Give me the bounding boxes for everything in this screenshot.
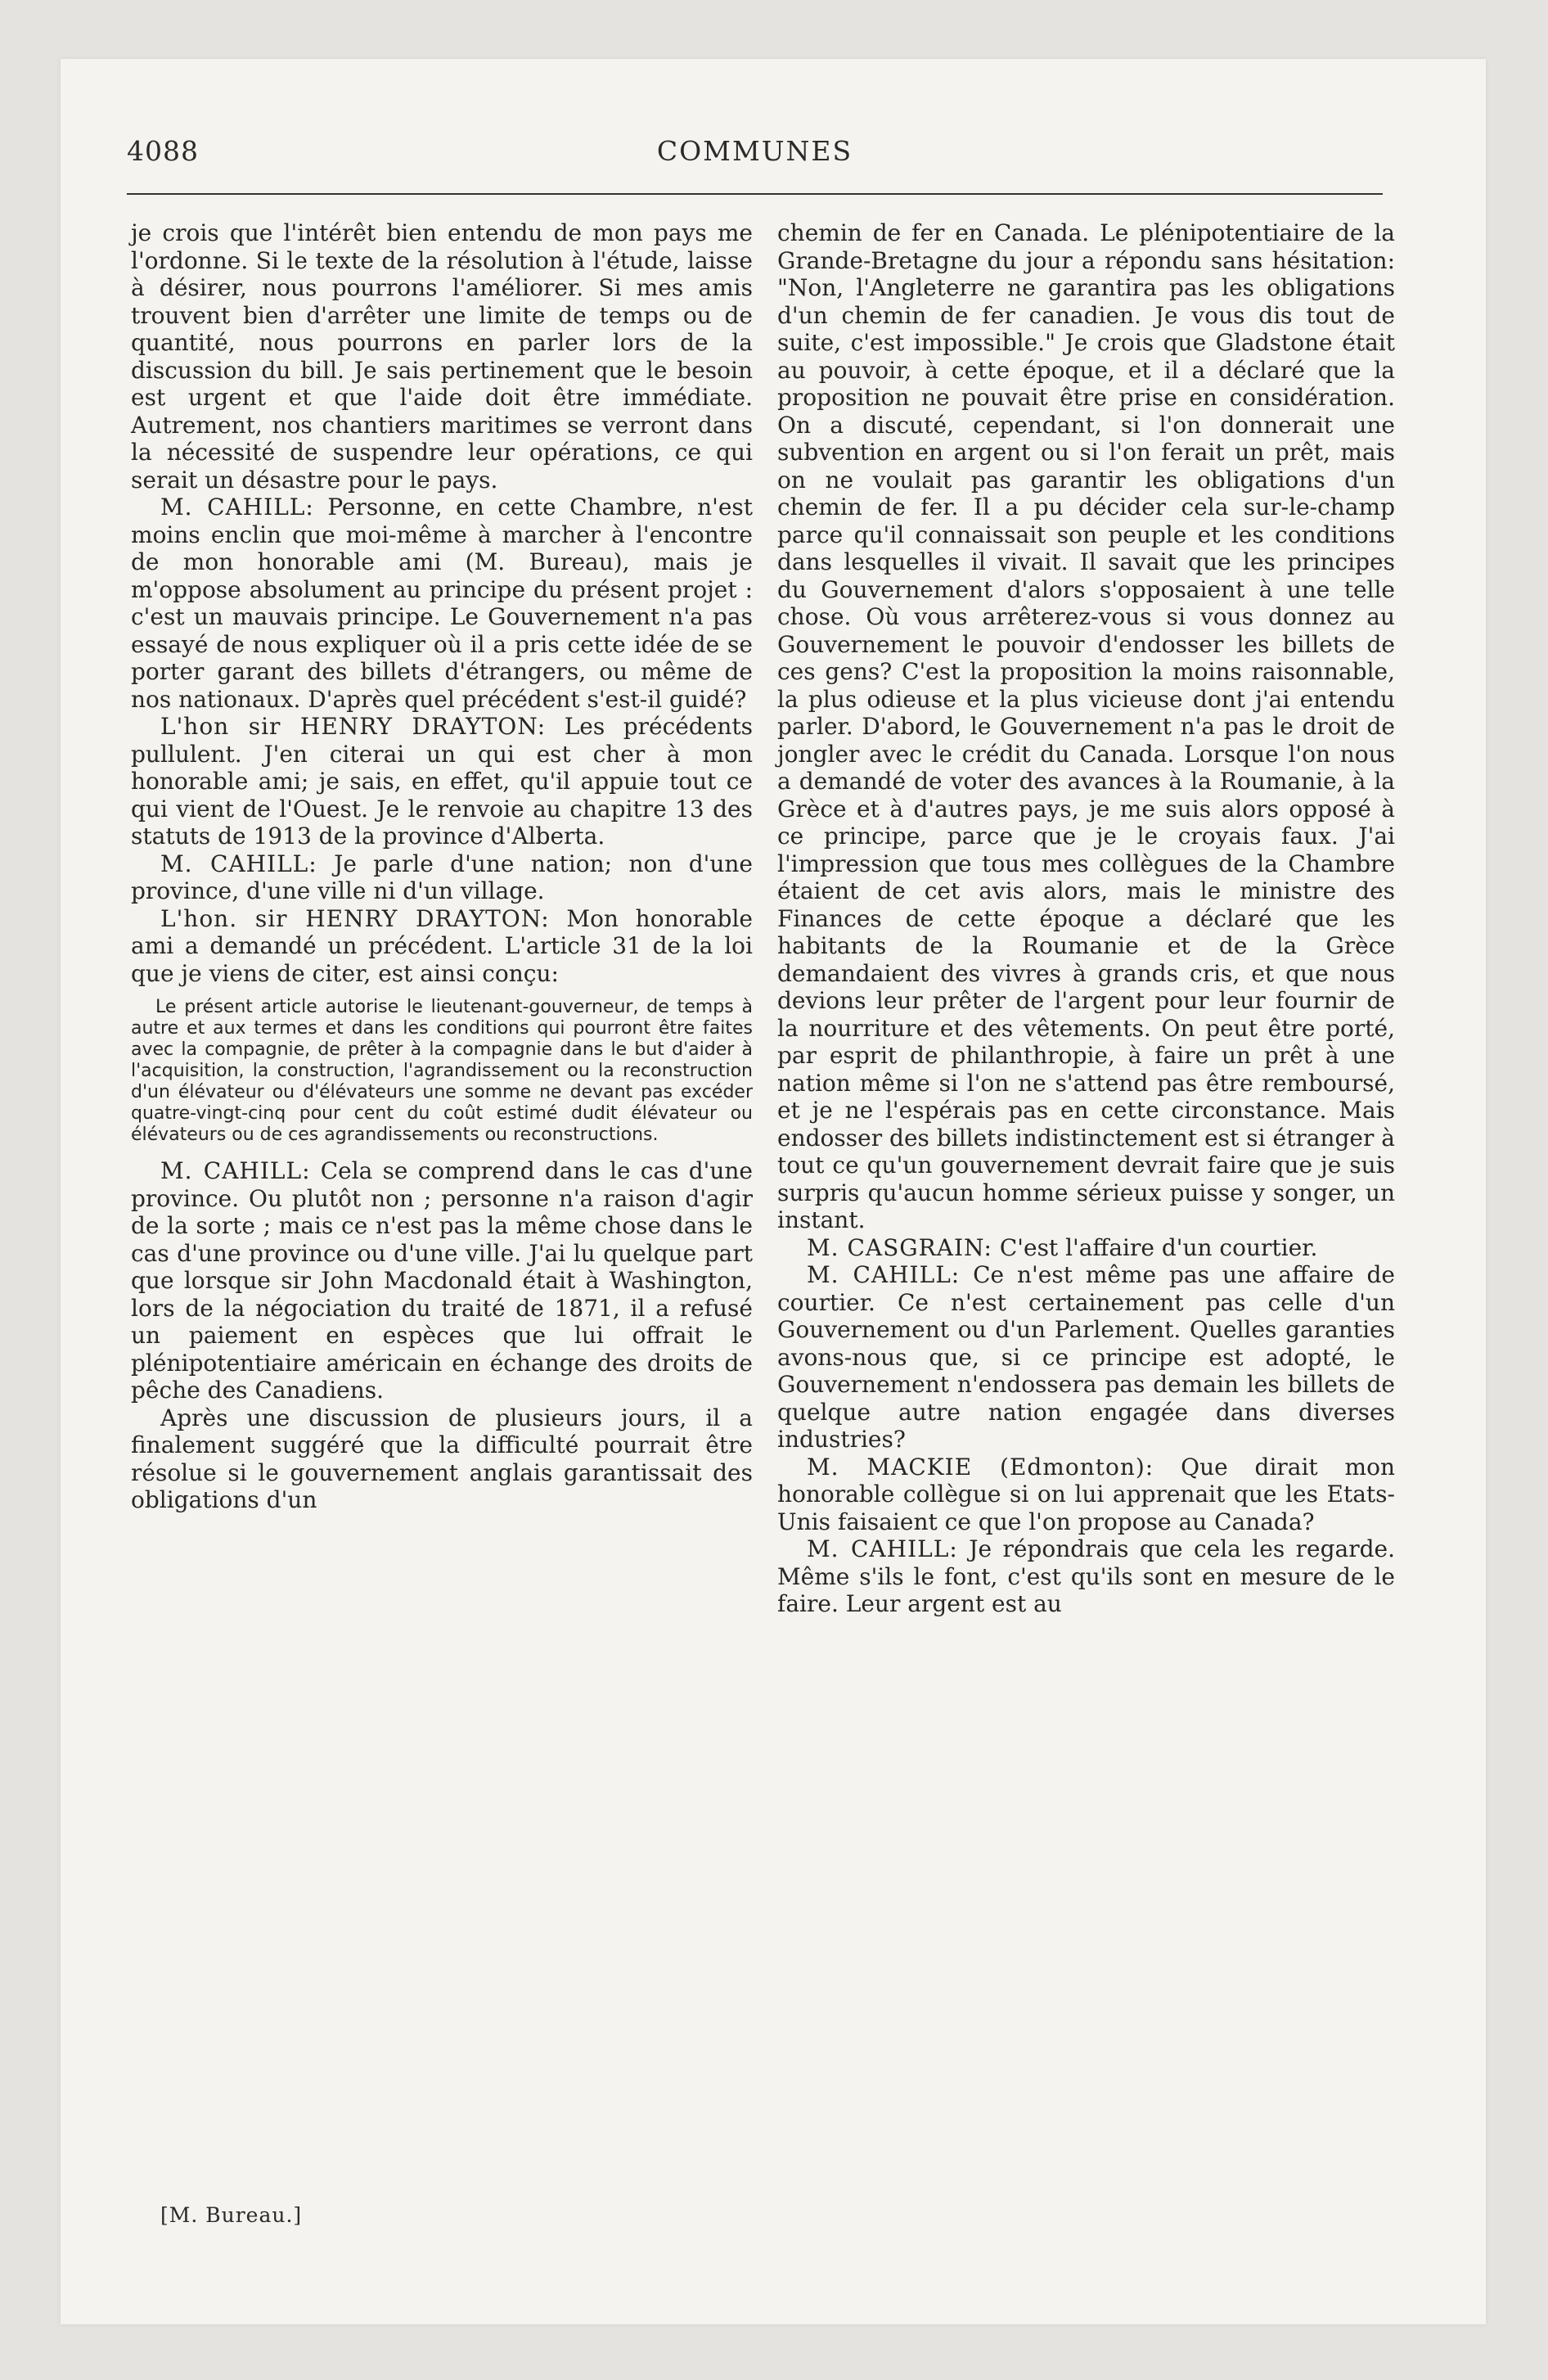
speech-text: Ce n'est même pas une affaire de courtier. Ce n'est certainement pas celle d'un Gouvernement ou d'un Parlement. Quelles garanties avons-nous que, si ce principe est adopté, le Gouvernement n'endossera pas demain les billets de quelque autre nation engagée dans diverses industries? (777, 1261, 1395, 1453)
page-header (127, 135, 1383, 184)
speech-text: Personne, en cette Chambre, n'est moins enclin que moi-même à marcher à l'encontre de mon honorable ami (M. Bureau), mais je m'oppose absolument au principe du présent projet : c'est un mauvais principe. Le Gouvernement n'a pas essayé de nous expliquer où il a pris cette idée de se porter garant des billets d'étrangers, ou même de nos nationaux. D'après quel précédent s'est-il guidé? (131, 494, 754, 713)
speech-text: Les précédents pullulent. J'en citerai un qui est cher à mon honorable ami; je sais, en effet, qu'il appuie tout ce qui vient de l'Ouest. Je le renvoie au chapitre 13 des statuts de 1913 de la province d'Alberta. (131, 713, 754, 850)
page-number: 4088 (127, 135, 199, 167)
left-column (131, 219, 753, 1514)
speaker-name: M. CAHILL: (807, 1535, 958, 1562)
speech-text: Je répondrais que cela les regarde. Même s'ils le font, c'est qu'ils sont en mesure de le faire. Leur argent est au (777, 1535, 1395, 1617)
paragraph (131, 713, 753, 850)
paragraph (131, 905, 753, 988)
quoted-statute: Le présent article autorise le lieutenant-gouverneur, de temps à autre et aux termes et dans les conditions qui pourront être faites avec la compagnie, de prêter à la compagnie dans le but d'aider à l'acquisition, la construction, l'agrandissement ou la reconstruction d'un élévateur ou d'élévateurs une somme ne devant pas excéder quatre-vingt-cinq pour cent du coût estimé dudit élévateur ou élévateurs ou de ces agrandissements ou reconstructions. (131, 997, 753, 1145)
speaker-name: L'hon. sir HENRY DRAYTON: (160, 904, 550, 932)
speech-text: Je parle d'une nation; non d'une province, d'une ville ni d'un village. (131, 850, 754, 904)
paragraph: Après une discussion de plusieurs jours, il a finalement suggéré que la difficulté pourrait être résolue si le gouvernement anglais garantissait des obligations d'un (131, 1404, 753, 1513)
speech-text: C'est l'affaire d'un courtier. (999, 1233, 1318, 1261)
paragraph: je crois que l'intérêt bien entendu de mon pays me l'ordonne. Si le texte de la résolution à l'étude, laisse à désirer, nous pourrons l'améliorer. Si mes amis trouvent bien d'arrêter une limite de temps ou de quantité, nous pourrons en parler lors de la discussion du bill. Je sais pertinement que le besoin est urgent et que l'aide doit être immédiate. Autrement, nos chantiers maritimes se verront dans la nécessité de suspendre leur opérations, ce qui serait un désastre pour le pays. (131, 219, 753, 494)
speaker-name: M. CASGRAIN: (807, 1233, 992, 1261)
paragraph (131, 494, 753, 713)
right-column (777, 219, 1395, 1618)
paragraph: chemin de fer en Canada. Le plénipotentiaire de la Grande-Bretagne du jour a répondu sans hésitation: "Non, l'Angleterre ne garantira pas les obligations d'un chemin de fer canadien. Je vous dis tout de suite, c'est impossible." Je crois que Gladstone était au pouvoir, à cette époque, et il a déclaré que la proposition ne pouvait être prise en considération. On a discuté, cependant, si l'on donnerait une subvention en argent ou si l'on ferait un prêt, mais on ne voulait pas garantir les obligations d'un chemin de fer. Il a pu décider cela sur-le-champ parce qu'il connaissait son peuple et les conditions dans lesquelles il vivait. Il savait que les principes du Gouvernement d'alors s'opposaient à une telle chose. Où vous arrêterez-vous si vous donnez au Gouvernement le pouvoir d'endosser les billets de ces gens? C'est la proposition la moins raisonnable, la plus odieuse et la plus vicieuse dont j'ai entendu parler. D'abord, le Gouvernement n'a pas le droit de jongler avec le crédit du Canada. Lorsque l'on nous a demandé de voter des avances à la Roumanie, à la Grèce et à d'autres pays, je me suis alors opposé à ce principe, parce que je le croyais faux. J'ai l'impression que tous mes collègues de la Chambre étaient de cet avis alors, mais le ministre des Finances de cette époque a déclaré que les habitants de la Roumanie et de la Grèce demandaient des vivres à grands cris, et que nous devions leur prêter de l'argent pour leur fournir de la nourriture et des vêtements. On peut être porté, par esprit de philanthropie, à faire un prêt à une nation même si l'on ne s'attend pas être remboursé, et je ne l'espérais pas en cette circonstance. Mais endosser des billets indistinctement est si étranger à tout ce qu'un gouvernement devrait faire que je suis surpris qu'aucun homme sérieux puisse y songer, un instant. (777, 219, 1395, 1233)
speaker-name: M. MACKIE (Edmonton): (807, 1453, 1154, 1481)
paragraph (777, 1261, 1395, 1454)
speaker-name: M. CAHILL: (807, 1261, 961, 1288)
speech-text: Cela se comprend dans le cas d'une province. Ou plutôt non ; personne n'a raison d'agir de la sorte ; mais ce n'est pas la même chose dans le cas d'une province ou d'une ville. J'ai lu quelque part que lorsque sir John Macdonald était à Washington, lors de la négociation du traité de 1871, il a refusé un paiement en espèces que lui offrait le plénipotentiaire américain en échange des droits de pêche des Canadiens. (131, 1157, 753, 1404)
paragraph (777, 1454, 1395, 1536)
paragraph (131, 850, 753, 905)
header-rule (127, 193, 1383, 195)
footer-note: [M. Bureau.] (160, 2203, 303, 2227)
speech-text: Que dirait mon honorable collègue si on lui apprenait que les Etats-Unis faisaient ce que l'on propose au Canada? (777, 1453, 1395, 1535)
paragraph (777, 1535, 1395, 1618)
speaker-name: L'hon sir HENRY DRAYTON: (160, 713, 547, 740)
paragraph (777, 1234, 1395, 1262)
running-head: COMMUNES (656, 135, 853, 167)
paragraph (131, 1157, 753, 1404)
speaker-name: M. CAHILL: (160, 494, 314, 521)
speech-text: Mon honorable ami a demandé un précédent. L'article 31 de la loi que je viens de citer, est ainsi conçu: (131, 904, 753, 987)
speaker-name: M. CAHILL: (160, 850, 317, 877)
speaker-name: M. CAHILL: (160, 1157, 311, 1184)
